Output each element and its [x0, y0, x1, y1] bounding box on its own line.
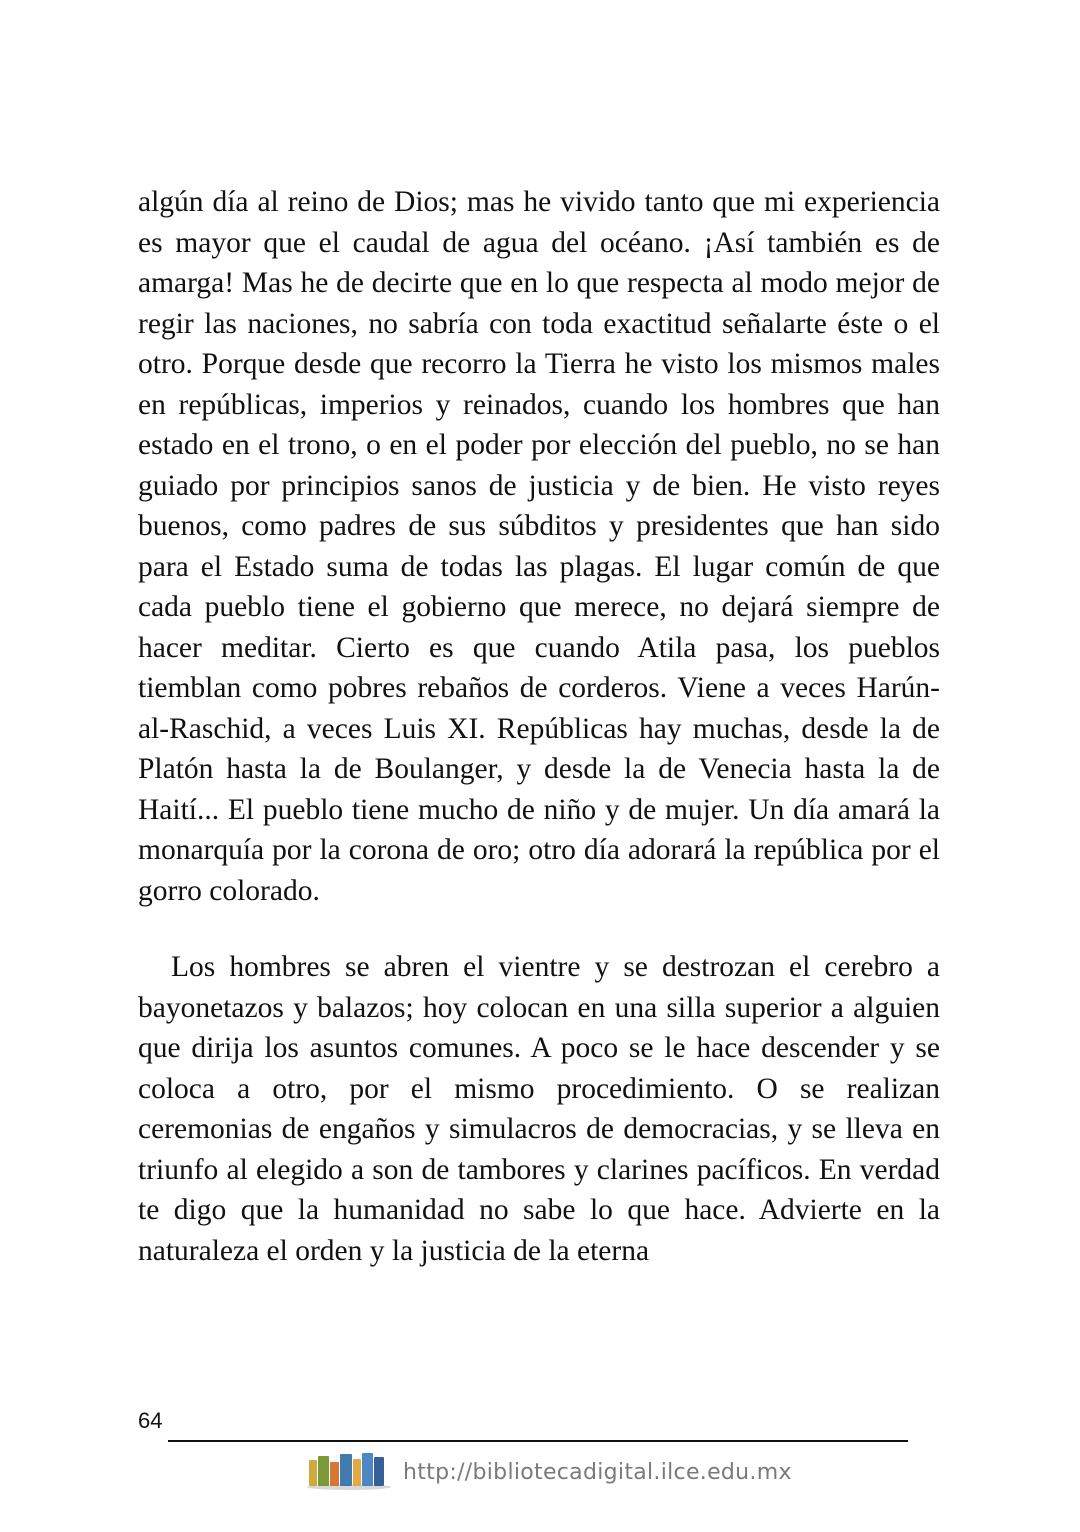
- book-spine: [374, 1457, 384, 1486]
- book-spine: [362, 1453, 373, 1486]
- page-number: 64: [138, 1408, 163, 1433]
- book-spine: [353, 1459, 361, 1486]
- library-url-link[interactable]: http://bibliotecadigital.ilce.edu.mx: [403, 1460, 792, 1485]
- book-spine: [318, 1456, 329, 1486]
- body-text: [138, 182, 940, 1271]
- footer-divider: [168, 1440, 908, 1442]
- paragraph-1: algún día al reino de Dios; mas he vivido tanto que mi experiencia es mayor que el caudal de agua del océano. ¡Así también es de amarga! Mas he de decirte que en lo que respecta al modo mejor de regir las naciones, no sabría con toda exactitud señalarte éste o el otro. Porque desde que recorro la Tierra he visto los mismos males en repúblicas, imperios y reinados, cuando los hombres que han estado en el trono, o en el poder por elección del pueblo, no se han guiado por principios sanos de justicia y de bien. He visto reyes buenos, como padres de sus súbditos y presidentes que han sido para el Estado suma de todas las plagas. El lugar común de que cada pueblo tiene el gobierno que merece, no dejará siempre de hacer meditar. Cierto es que cuando Atila pasa, los pueblos tiemblan como pobres rebaños de corderos. Viene a veces Harún-al-Raschid, a veces Luis XI. Repúblicas hay muchas, desde la de Platón hasta la de Boulanger, y desde la de Venecia hasta la de Haití... El pueblo tiene mucho de niño y de mujer. Un día amará la monarquía por la corona de oro; otro día adorará la república por el gorro colorado.: [138, 186, 940, 907]
- book-spine: [330, 1462, 339, 1486]
- book-spine: [340, 1454, 352, 1486]
- books-logo-icon: [305, 1452, 393, 1490]
- book-spine: [309, 1460, 317, 1486]
- paragraph-2: Los hombres se abren el vientre y se destrozan el cerebro a bayonetazos y balazos; hoy colocan en una silla superior a alguien que dirija los asuntos comunes. A poco se le hace descender y se coloca a otro, por el mismo procedimiento. O se realizan ceremonias de engaños y simulacros de democracias, y se lleva en triunfo al elegido a son de tambores y clarines pacíficos. En verdad te digo que la humanidad no sabe lo que hace. Advierte en la naturaleza el orden y la justicia de la eterna: [138, 951, 940, 1267]
